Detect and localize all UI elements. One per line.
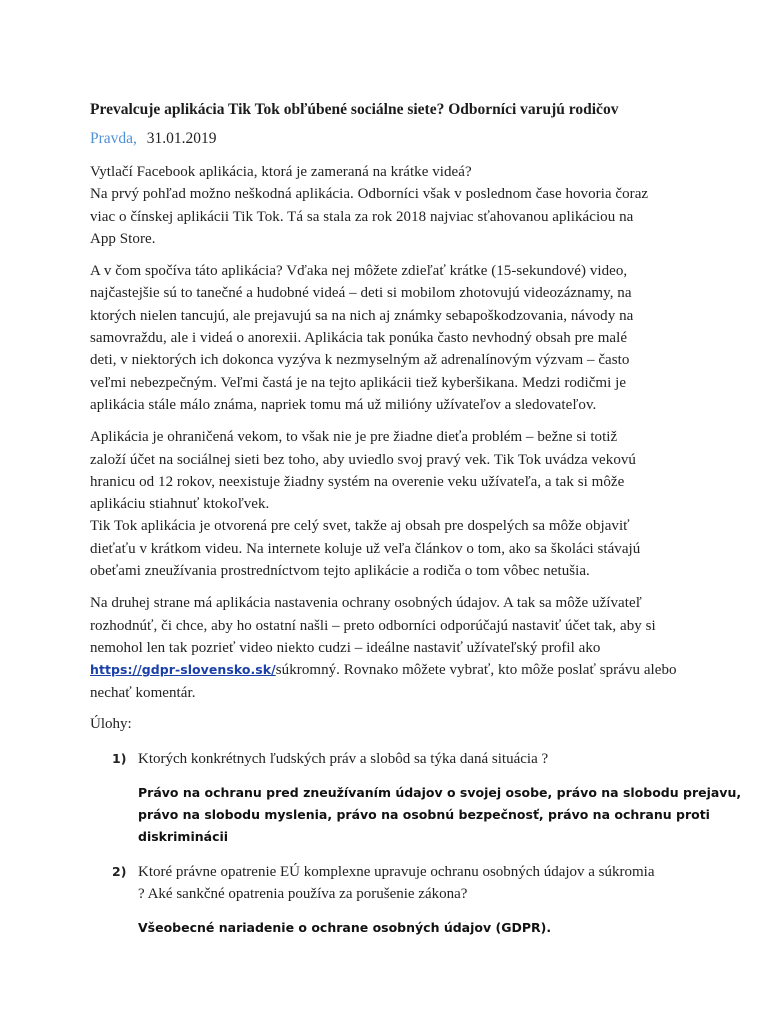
paragraph-age-limit (90, 426, 690, 582)
paragraph-line: A v čom spočíva táto aplikácia? Vďaka nej môžete zdieľať krátke (15-sekundové) video, (90, 263, 628, 280)
paragraph-line-with-link (90, 659, 690, 681)
task-number: 2) (112, 863, 127, 879)
task-answer (138, 782, 742, 849)
task-answer-line: Právo na ochranu pred zneužívaním údajov o svojej osobe, právo na slobodu prejavu, (138, 784, 742, 800)
task-question-line: ? Aké sankčné opatrenia používa za porušenie zákona? (138, 885, 468, 902)
document-page (90, 100, 742, 951)
paragraph-line: obeťami zneužívania prostredníctvom tejto aplikácie a rodiča o tom vôbec netušia. (90, 563, 590, 580)
gdpr-link[interactable]: https://gdpr-slovensko.sk/ (90, 662, 276, 678)
task-item-1 (90, 748, 742, 849)
task-question (138, 861, 690, 905)
article-byline (90, 129, 690, 149)
paragraph-line: samovraždu, ale i videá o anorexii. Aplikácia tak ponúka často nevhodný obsah pre malé (90, 330, 628, 347)
paragraph-line: rozhodnúť, či chce, aby ho ostatní našli – preto odborníci odporúčajú nastaviť účet tak, aby si (90, 617, 656, 634)
paragraph-line: Na druhej strane má aplikácia nastavenia ochrany osobných údajov. A tak sa môže užívateľ (90, 595, 642, 612)
paragraph-line: nemohol len tak pozrieť video niekto cudzi – ideálne nastaviť užívateľský profil ako (90, 639, 601, 656)
paragraph-line: App Store. (90, 230, 156, 247)
paragraph-line: nechať komentár. (90, 684, 196, 701)
paragraph-line: Vytlačí Facebook aplikácia, ktorá je zameraná na krátke videá? (90, 164, 472, 180)
task-number: 1) (112, 750, 127, 766)
task-question (138, 748, 690, 770)
paragraph-line: Tik Tok aplikácia je otvorená pre celý svet, takže aj obsah pre dospelých sa môže objaviť (90, 518, 630, 535)
paragraph-line: aplikácia stále málo známa, napriek tomu má už milióny užívateľov a sledovateľov. (90, 396, 597, 413)
paragraph-about-app (90, 260, 690, 416)
paragraph-line: hranicu od 12 rokov, neexistuje žiadny systém na overenie veku užívateľa, a tak si môže (90, 473, 625, 490)
task-answer (138, 917, 690, 939)
paragraph-line: ktorých nielen tancujú, ale prejavujú sa na nich aj známky sebapoškodzovania, návody na (90, 307, 634, 324)
task-answer-line: právo na slobodu myslenia, právo na osobnú bezpečnosť, právo na ochranu proti (138, 807, 710, 823)
paragraph-line: založí účet na sociálnej sieti bez toho, aby uviedlo svoj pravý vek. Tik Tok uvádza vekovú (90, 451, 636, 468)
article-source: Pravda, (90, 130, 137, 147)
task-item-2 (90, 861, 690, 939)
paragraph-line: veľmi nebezpečným. Veľmi častá je na tejto aplikácii tiež kyberšikana. Medzi rodičmi je (90, 374, 627, 391)
paragraph-line: dieťaťu v krátkom videu. Na internete koluje už veľa článkov o tom, ako sa školáci stávajú (90, 540, 641, 557)
task-question-line: Ktoré právne opatrenie EÚ komplexne upravuje ochranu osobných údajov a súkromia (138, 863, 655, 880)
paragraph-line: deti, v niektorých ich dokonca vyzýva k nezmyselným až adrenalínovým výzvam – často (90, 352, 630, 369)
article-title: Prevalcuje aplikácia Tik Tok obľúbené sociálne siete? Odborníci varujú rodičov (90, 101, 619, 118)
paragraph-intro (90, 161, 690, 250)
paragraph-line: najčastejšie sú to tanečné a hudobné videá – deti si mobilom zhotovujú videozáznamy, na (90, 285, 632, 302)
paragraph-text-after-link: súkromný. Rovnako môžete vybrať, kto môže poslať správu alebo (275, 662, 677, 679)
article-date: 31.01.2019 (146, 130, 217, 147)
paragraph-line: viac o čínskej aplikácii Tik Tok. Tá sa stala za rok 2018 najviac sťahovanou aplikáciou na (90, 208, 634, 225)
tasks-heading: Úlohy: (90, 715, 132, 732)
task-answer-line: diskriminácii (138, 829, 229, 845)
task-answer-line: Všeobecné nariadenie o ochrane osobných údajov (GDPR). (138, 919, 552, 935)
paragraph-privacy (90, 592, 690, 703)
task-question-line: Ktorých konkrétnych ľudských práv a slobôd sa týka daná situácia ? (138, 750, 549, 767)
paragraph-line: aplikáciu stiahnuť ktokoľvek. (90, 496, 270, 513)
paragraph-line: Na prvý pohľad možno neškodná aplikácia. Odborníci však v poslednom čase hovoria čoraz (90, 186, 649, 203)
paragraph-line: Aplikácia je ohraničená vekom, to však nie je pre žiadne dieťa problém – bežne si totiž (90, 429, 618, 446)
